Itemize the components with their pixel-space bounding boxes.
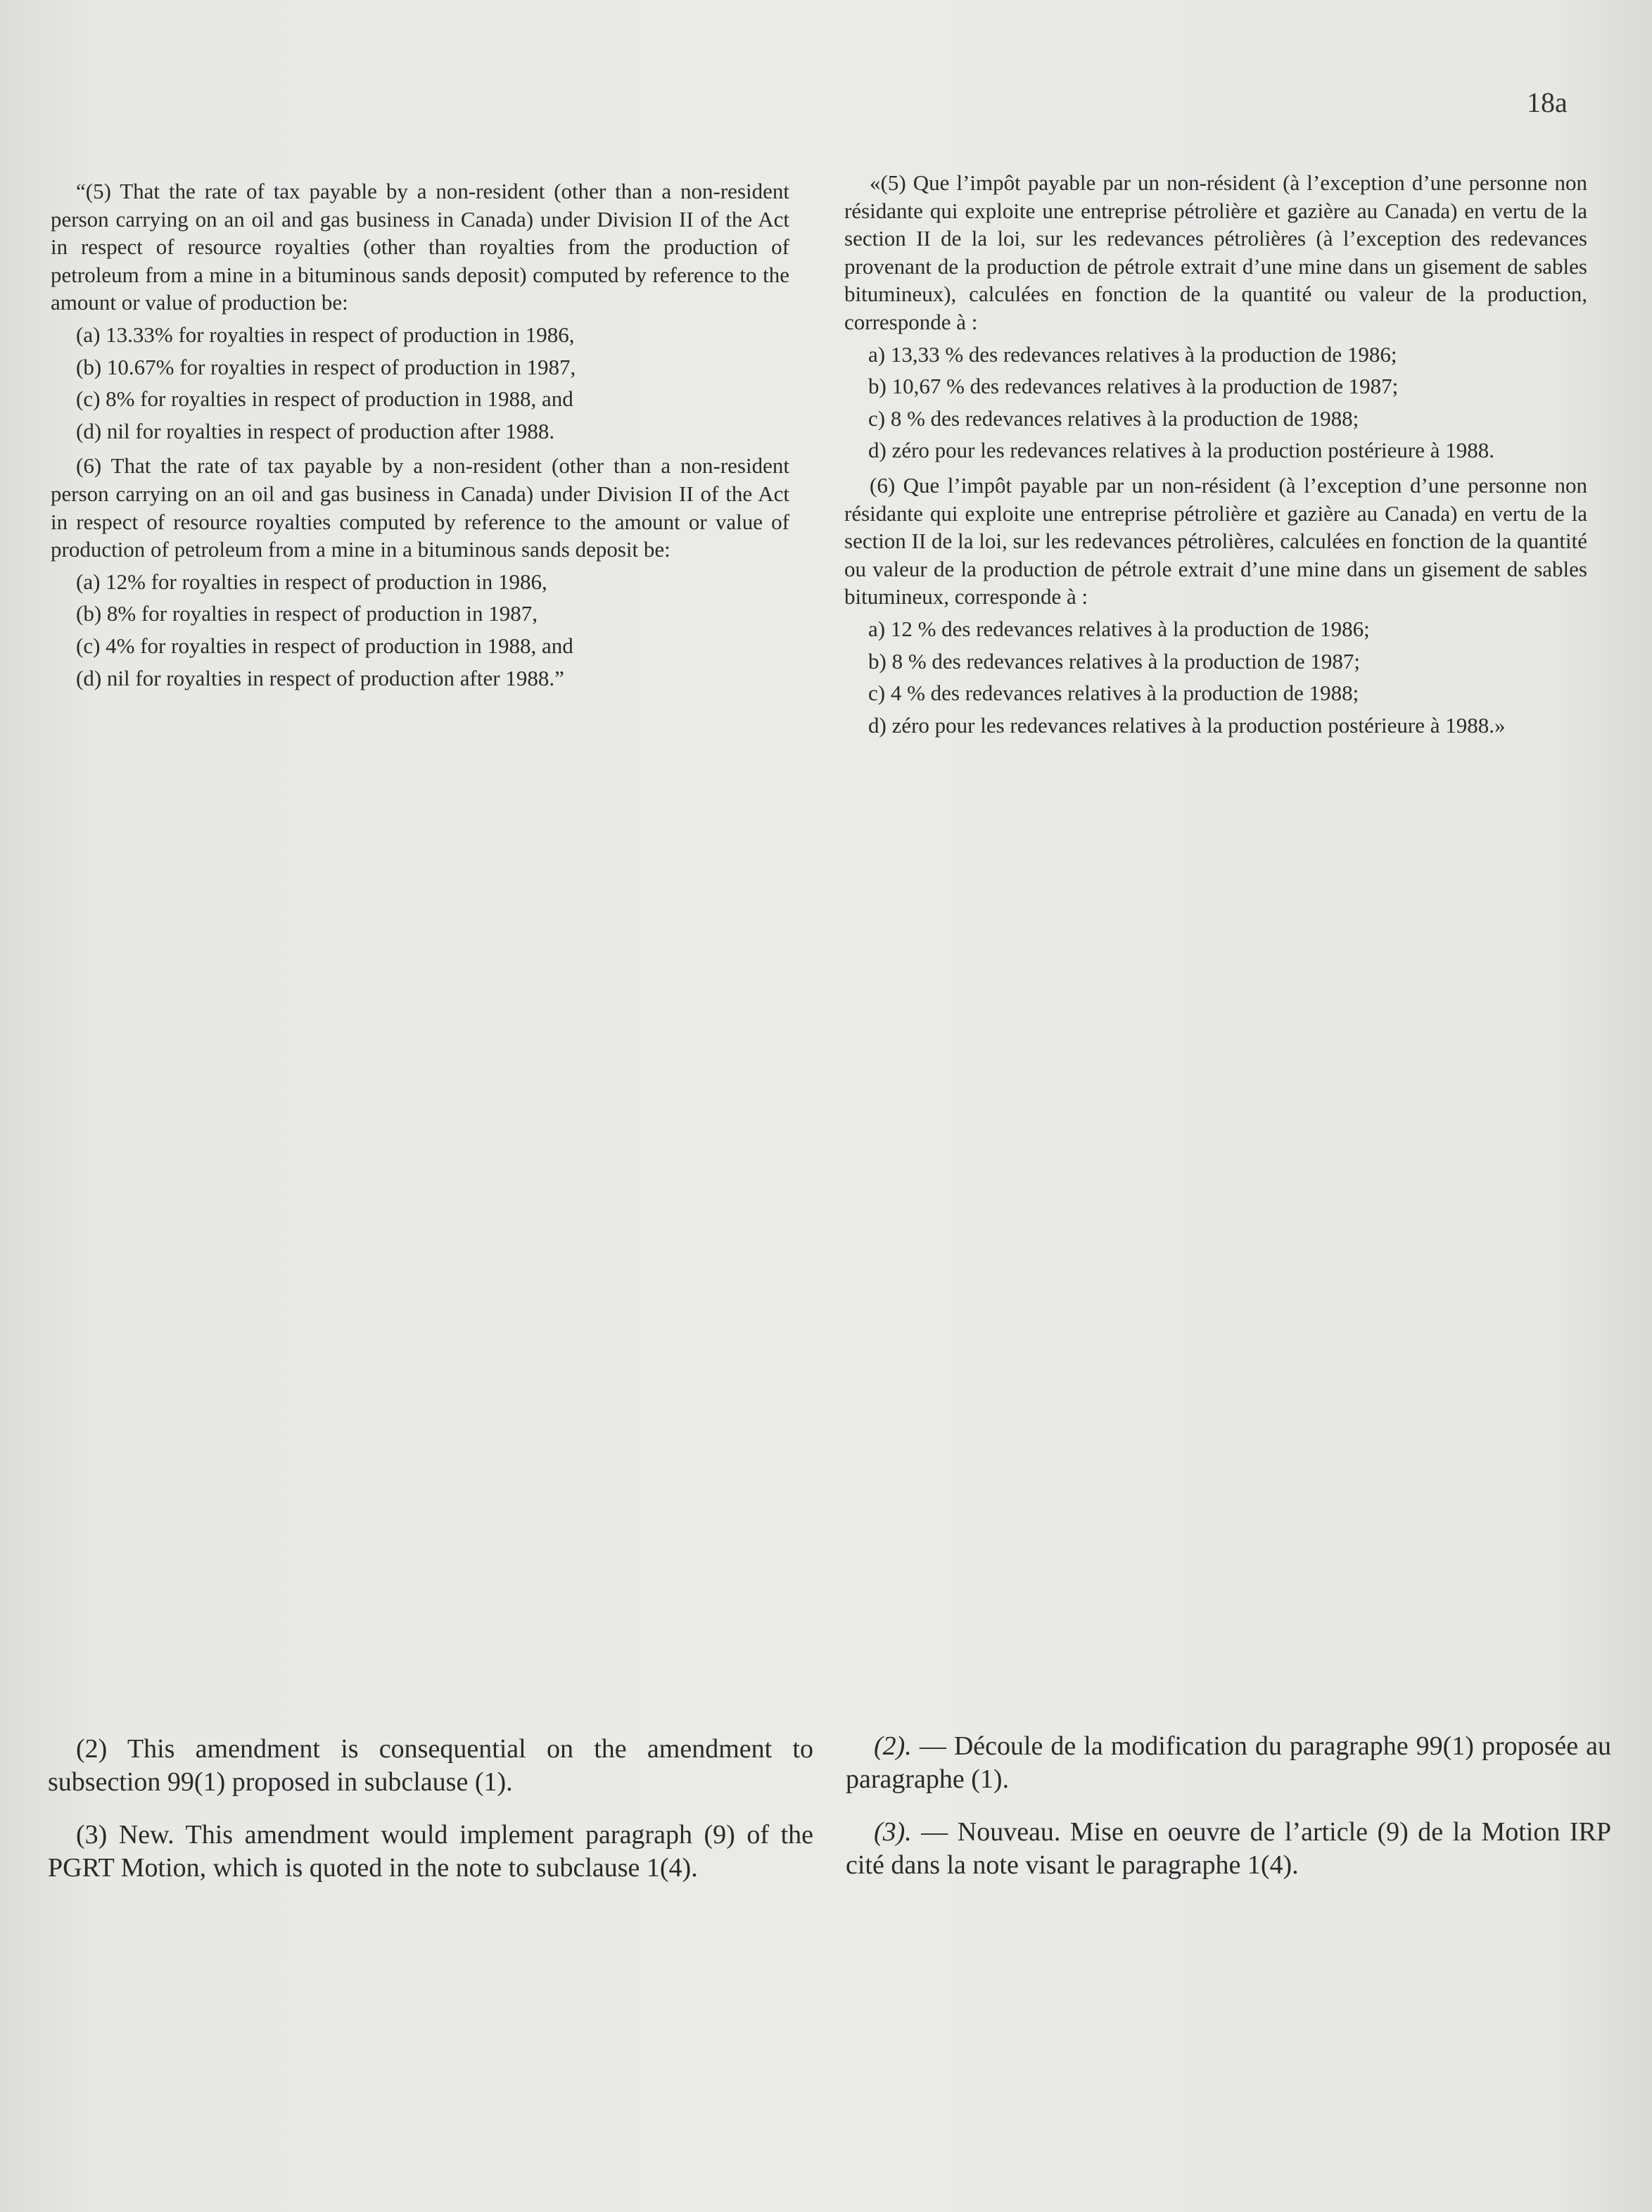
fr-note-3 xyxy=(846,1816,1611,1882)
fr-item-5c: c) 8 % des redevances relatives à la production de 1988; xyxy=(868,405,1359,431)
fr-item-5d: d) zéro pour les redevances relatives à la production postérieure à 1988. xyxy=(868,438,1495,463)
fr-note-3-text: — Nouveau. Mise en oeuvre de l’article (9) de la Motion IRP cité dans la note visant le paragraphe 1(4). xyxy=(846,1817,1611,1880)
fr-item-6a: a) 12 % des redevances relatives à la production de 1986; xyxy=(868,616,1370,641)
english-notes xyxy=(48,1733,813,1904)
fr-item-5a: a) 13,33 % des redevances relatives à la production de 1986; xyxy=(868,341,1397,367)
fr-paragraph-6: (6) Que l’impôt payable par un non-résident (à l’exception d’une personne non résidante qui exploite une entreprise pétrolière et gazière au Canada) en vertu de la section II de la loi, sur les redevances pétrolières, calculées en fonction de la quantité ou valeur de la production de pétrole extrait d’une mine dans un gisement de sables bitumineux, corresponde à : xyxy=(844,472,1587,609)
page-number: 18a xyxy=(1527,87,1568,118)
en-item-5d: (d) nil for royalties in respect of production after 1988. xyxy=(76,418,555,443)
en-paragraph-5: “(5) That the rate of tax payable by a non-resident (other than a non-resident person carrying on an oil and gas business in Canada) under Division II of the Act in respect of resource royalties (other than royalties from the production of petroleum from a mine in a bituminous sands deposit) computed by reference to the amount or value of production be: xyxy=(51,179,789,315)
fr-item-6d: d) zéro pour les redevances relatives à la production postérieure à 1988.» xyxy=(868,712,1506,738)
en-item-6c: (c) 4% for royalties in respect of production in 1988, and xyxy=(76,633,573,658)
en-item-6b: (b) 8% for royalties in respect of production in 1987, xyxy=(76,601,538,626)
french-column xyxy=(844,169,1587,739)
en-item-6a: (a) 12% for royalties in respect of production in 1986, xyxy=(76,569,547,594)
en-note-3: (3) New. This amendment would implement paragraph (9) of the PGRT Motion, which is quoted in the note to subclause 1(4). xyxy=(48,1820,813,1883)
fr-note-2 xyxy=(846,1730,1611,1796)
en-paragraph-6: (6) That the rate of tax payable by a non-resident (other than a non-resident person carrying on an oil and gas business in Canada) under Division II of the Act in respect of resource royalties computed by reference to the amount or value of production of petroleum from a mine in a bituminous sands deposit be: xyxy=(51,453,789,562)
en-note-2: (2) This amendment is consequential on the amendment to subsection 99(1) proposed in subclause (1). xyxy=(48,1734,813,1797)
en-item-5a: (a) 13.33% for royalties in respect of production in 1986, xyxy=(76,322,575,347)
fr-item-5b: b) 10,67 % des redevances relatives à la production de 1987; xyxy=(868,374,1399,399)
fr-item-6b: b) 8 % des redevances relatives à la production de 1987; xyxy=(868,648,1360,674)
fr-note-2-number: (2). xyxy=(874,1731,912,1761)
english-column xyxy=(51,177,789,692)
en-item-5b: (b) 10.67% for royalties in respect of production in 1987, xyxy=(76,354,576,379)
fr-note-3-number: (3). xyxy=(874,1817,912,1847)
en-item-5c: (c) 8% for royalties in respect of production in 1988, and xyxy=(76,386,573,412)
fr-item-6c: c) 4 % des redevances relatives à la production de 1988; xyxy=(868,681,1359,706)
fr-note-2-text: — Découle de la modification du paragraphe 99(1) proposée au paragraphe (1). xyxy=(846,1731,1611,1794)
en-item-6d: (d) nil for royalties in respect of production after 1988.” xyxy=(76,665,564,690)
fr-paragraph-5: «(5) Que l’impôt payable par un non-résident (à l’exception d’une personne non résidante qui exploite une entreprise pétrolière et gazière au Canada) en vertu de la section II de la loi, sur les redevances pétrolières (à l’exception des redevances provenant de la production de pétrole extrait d’une mine dans un gisement de sables bitumineux), calculées en fonction de la quantité ou valeur de la production, corresponde à : xyxy=(844,170,1587,334)
french-notes xyxy=(846,1730,1611,1902)
